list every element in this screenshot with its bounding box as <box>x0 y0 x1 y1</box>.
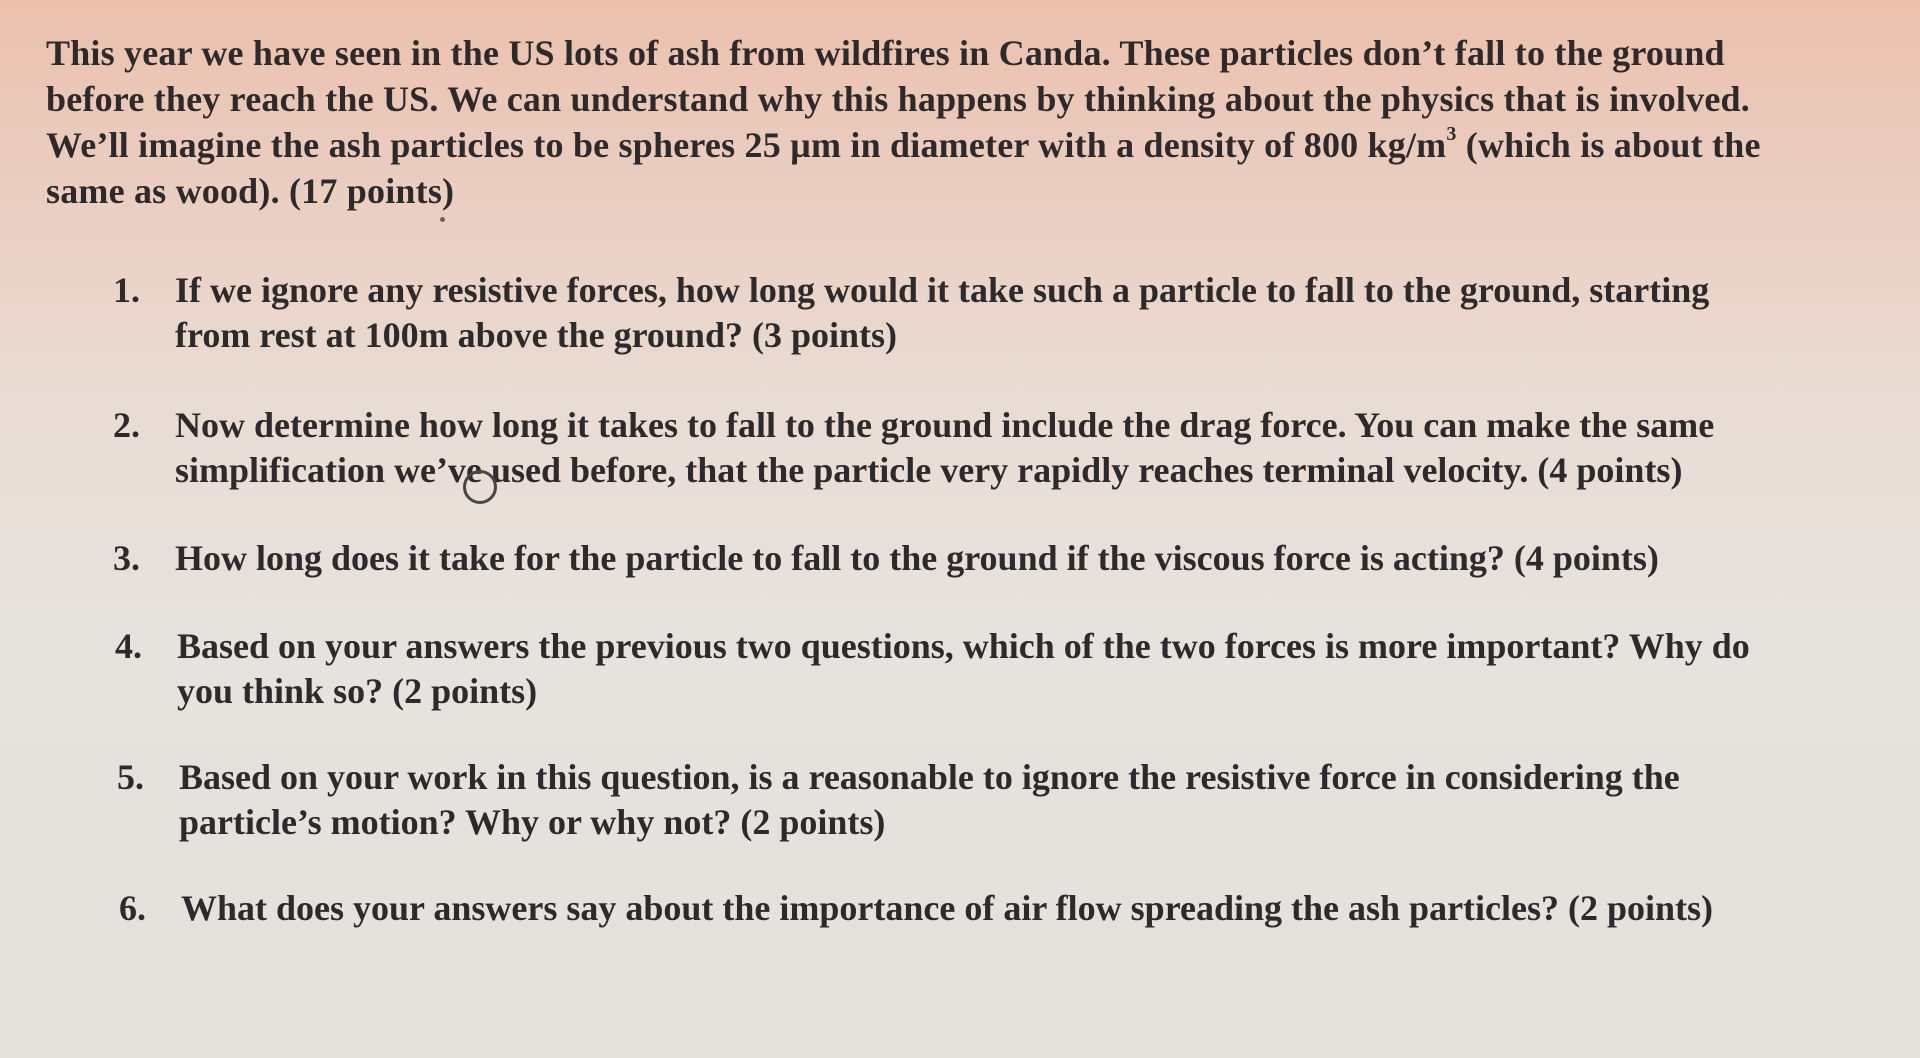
question-line: How long does it take for the particle to fall to the ground if the viscous force is acting? (4 points) <box>175 538 1659 578</box>
question-text <box>175 268 1709 358</box>
question-number: 1. <box>113 270 140 310</box>
problem-intro <box>46 30 1896 214</box>
question-number: 4. <box>115 626 142 666</box>
intro-line-3 <box>46 122 1896 168</box>
question-line: simplification we’ve used before, that the particle very rapidly reaches terminal velocity. (4 points) <box>175 450 1683 490</box>
question-number: 6. <box>119 888 146 928</box>
stray-mark <box>440 217 445 222</box>
mouse-cursor-icon <box>463 470 497 504</box>
question-number: 2. <box>113 405 140 445</box>
superscript-cubed: 3 <box>1446 123 1457 145</box>
question-line: If we ignore any resistive forces, how long would it take such a particle to fall to the ground, starting <box>175 270 1710 310</box>
question-line: Based on your work in this question, is a reasonable to ignore the resistive force in considering the <box>179 757 1680 797</box>
intro-line-1: This year we have seen in the US lots of ash from wildfires in Canda. These particles don’t fall to the ground <box>46 33 1725 73</box>
question-text <box>179 755 1680 845</box>
question-line: from rest at 100m above the ground? (3 points) <box>175 315 897 355</box>
intro-line-4: same as wood). (17 points) <box>46 171 455 211</box>
question-line: Now determine how long it takes to fall to the ground include the drag force. You can make the same <box>175 405 1715 445</box>
question-text <box>177 624 1750 714</box>
question-line: What does your answers say about the importance of air flow spreading the ash particles? (2 points) <box>181 888 1714 928</box>
question-number: 3. <box>113 538 140 578</box>
question-line: Based on your answers the previous two questions, which of the two forces is more important? Why do <box>177 626 1750 666</box>
question-number: 5. <box>117 757 144 797</box>
intro-line-2: before they reach the US. We can understand why this happens by thinking about the physics that is involved. <box>46 79 1750 119</box>
intro-line-3-tail: (which is about the <box>1456 125 1761 165</box>
question-text <box>175 536 1659 581</box>
question-line: you think so? (2 points) <box>177 671 538 711</box>
question-text <box>181 886 1713 931</box>
intro-line-3-text: We’ll imagine the ash particles to be spheres 25 µm in diameter with a density of 800 kg/m <box>46 125 1447 165</box>
question-text <box>175 403 1714 493</box>
question-line: particle’s motion? Why or why not? (2 points) <box>179 802 886 842</box>
